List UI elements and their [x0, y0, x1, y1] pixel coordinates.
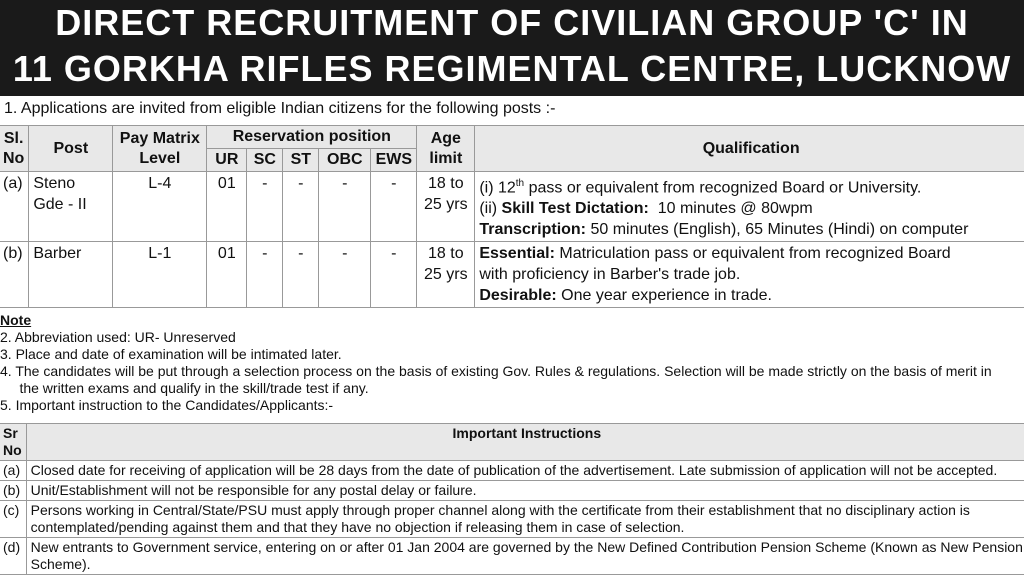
- row-ews: -: [371, 172, 417, 242]
- row-obc: -: [319, 242, 371, 308]
- header-ur: UR: [207, 149, 247, 172]
- header-obc: OBC: [319, 149, 371, 172]
- instr-text: Closed date for receiving of application will be 28 days from the date of publication of the advertisement. Late submission of application will not be accepted.: [26, 461, 1024, 481]
- qualification-line: [479, 243, 1023, 264]
- table-row: [0, 172, 1024, 242]
- instr-sr: (d): [0, 538, 26, 575]
- row-obc: -: [319, 172, 371, 242]
- qual-text: pass or equivalent from recognized Board or University.: [524, 179, 922, 197]
- age-line: 18 to: [428, 245, 464, 263]
- row-age: [417, 172, 475, 242]
- row-sc: -: [247, 172, 283, 242]
- instr-sr: (c): [0, 501, 26, 538]
- intro-text: 1. Applications are invited from eligible Indian citizens for the following posts :-: [4, 100, 556, 117]
- instructions-header-row: [0, 424, 1024, 461]
- qual-superscript: th: [515, 178, 525, 189]
- qual-text: (i) 12: [479, 179, 516, 197]
- post-name-line: Steno: [33, 175, 76, 192]
- qualification-line: [479, 285, 1023, 306]
- table-row: [0, 242, 1024, 308]
- header-qualification: Qualification: [475, 126, 1024, 172]
- qual-bold: Desirable:: [479, 287, 557, 305]
- row-st: -: [283, 172, 319, 242]
- instr-sr: (a): [0, 461, 26, 481]
- qual-bold: Skill Test Dictation:: [501, 200, 649, 218]
- qual-text: One year experience in trade.: [556, 287, 772, 305]
- header-sc: SC: [247, 149, 283, 172]
- qualification-line: [479, 219, 1023, 240]
- header-reservation: Reservation position: [207, 126, 417, 149]
- row-age: [417, 242, 475, 308]
- table-row: [0, 481, 1024, 501]
- qualification-line: [479, 198, 1023, 219]
- row-sc: -: [247, 242, 283, 308]
- header-banner: [0, 0, 1024, 96]
- instr-text: New entrants to Government service, entering on or after 01 Jan 2004 are governed by the New Defined Contribution Pension Scheme (Known as New Pension Scheme).: [26, 538, 1024, 575]
- age-line: 25 yrs: [424, 266, 468, 284]
- instructions-title: Important Instructions: [26, 424, 1024, 461]
- posts-header-row: [0, 126, 1024, 149]
- instr-sr: (b): [0, 481, 26, 501]
- qual-text: Matriculation pass or equivalent from recognized Board: [554, 245, 951, 263]
- row-ur: 01: [207, 172, 247, 242]
- header-sr-no: Sr No: [0, 424, 26, 461]
- row-ur: 01: [207, 242, 247, 308]
- note-item: 2. Abbreviation used: UR- Unreserved: [0, 329, 236, 345]
- notes-heading: Note: [0, 312, 32, 328]
- title-line-1: DIRECT RECRUITMENT OF CIVILIAN GROUP 'C' IN: [55, 2, 969, 43]
- header-pay-matrix: Pay Matrix Level: [113, 126, 207, 172]
- title-line-2: 11 GORKHA RIFLES REGIMENTAL CENTRE, LUCKNOW: [12, 48, 1012, 89]
- notes-section: [0, 312, 1022, 414]
- note-item: the written exams and qualify in the skill/trade test if any.: [0, 380, 369, 396]
- posts-table: [0, 125, 1024, 308]
- row-level: L-4: [113, 172, 207, 242]
- header-post: Post: [29, 126, 113, 172]
- post-name-line: Gde - II: [33, 196, 87, 213]
- row-level: L-1: [113, 242, 207, 308]
- row-post: Barber: [29, 242, 113, 308]
- row-post: [29, 172, 113, 242]
- header-st: ST: [283, 149, 319, 172]
- row-st: -: [283, 242, 319, 308]
- row-ews: -: [371, 242, 417, 308]
- row-qualification: [475, 172, 1024, 242]
- header-age: Age limit: [417, 126, 475, 172]
- qual-text: (ii): [479, 200, 502, 218]
- age-line: 25 yrs: [424, 196, 468, 213]
- qual-text: 10 minutes @ 80wpm: [648, 200, 813, 218]
- qual-bold: Essential:: [479, 245, 555, 263]
- header-ews: EWS: [371, 149, 417, 172]
- qual-bold: Transcription:: [479, 221, 587, 239]
- instructions-table: [0, 423, 1024, 575]
- row-sl: (a): [0, 172, 29, 242]
- table-row: [0, 461, 1024, 481]
- header-sl-no: Sl. No: [0, 126, 29, 172]
- age-line: 18 to: [428, 175, 464, 192]
- note-item: 3. Place and date of examination will be intimated later.: [0, 346, 342, 362]
- qualification-line: [479, 173, 1023, 198]
- instr-text: Persons working in Central/State/PSU must apply through proper channel along with the certificate from their establishment that no disciplinary action is contemplated/pending against them and that they have no objection if releasing them in case of selection.: [26, 501, 1024, 538]
- row-sl: (b): [0, 242, 29, 308]
- table-row: [0, 501, 1024, 538]
- qual-text: 50 minutes (English), 65 Minutes (Hindi) on computer: [586, 221, 969, 239]
- note-item: 5. Important instruction to the Candidates/Applicants:-: [0, 397, 334, 413]
- qualification-line: with proficiency in Barber's trade job.: [479, 266, 741, 284]
- note-item: 4. The candidates will be put through a selection process on the basis of existing Gov. Rules & regulations. Selection will be made strictly on the basis of merit in: [0, 363, 992, 379]
- instr-text: Unit/Establishment will not be responsible for any postal delay or failure.: [26, 481, 1024, 501]
- row-qualification: [475, 242, 1024, 308]
